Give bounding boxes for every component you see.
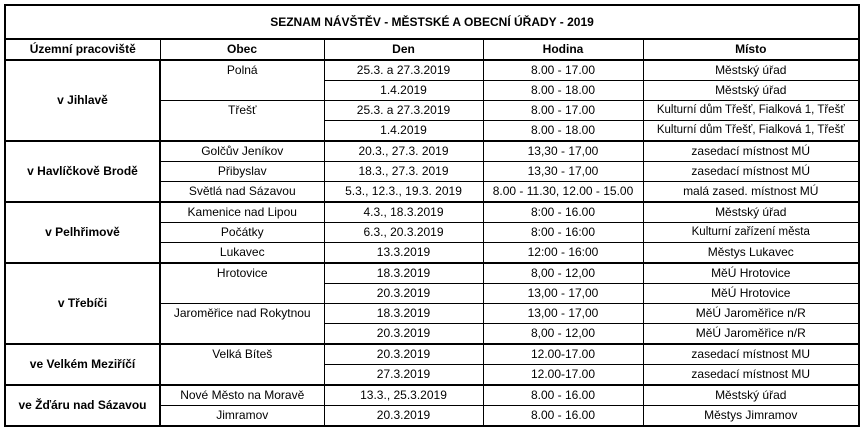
cell-misto: MěÚ Jaroměřice n/R bbox=[643, 304, 859, 324]
cell-hodina: 12.00-17.00 bbox=[483, 365, 643, 386]
cell-obec: Světlá nad Sázavou bbox=[160, 182, 324, 203]
cell-den: 5.3., 12.3., 19.3. 2019 bbox=[324, 182, 483, 203]
table-title: SEZNAM NÁVŠTĚV - MĚSTSKÉ A OBECNÍ ÚŘADY - 2019 bbox=[5, 5, 859, 39]
cell-hodina: 12:00 - 16:00 bbox=[483, 243, 643, 264]
header-obec: Obec bbox=[160, 39, 324, 60]
cell-misto: MěÚ Hrotovice bbox=[643, 284, 859, 304]
cell-obec: Velká Bíteš bbox=[160, 344, 324, 385]
cell-den: 20.3.2019 bbox=[324, 406, 483, 427]
cell-den: 13.3., 25.3.2019 bbox=[324, 385, 483, 406]
region-trebic: v Třebíči bbox=[5, 263, 160, 344]
cell-hodina: 8.00 - 17.00 bbox=[483, 60, 643, 81]
header-hodina: Hodina bbox=[483, 39, 643, 60]
cell-den: 13.3.2019 bbox=[324, 243, 483, 264]
cell-den: 18.3.2019 bbox=[324, 263, 483, 284]
cell-hodina: 8.00 - 18.00 bbox=[483, 81, 643, 101]
cell-misto: MěÚ Hrotovice bbox=[643, 263, 859, 284]
cell-den: 4.3., 18.3.2019 bbox=[324, 202, 483, 223]
cell-misto: zasedací místnost MU bbox=[643, 344, 859, 365]
cell-hodina: 8.00 - 17.00 bbox=[483, 101, 643, 121]
cell-den: 1.4.2019 bbox=[324, 81, 483, 101]
region-zdar-nad-sazavou: ve Žďáru nad Sázavou bbox=[5, 385, 160, 426]
cell-hodina: 8.00 - 18.00 bbox=[483, 121, 643, 142]
region-havlickuv-brod: v Havlíčkově Brodě bbox=[5, 141, 160, 202]
cell-obec: Lukavec bbox=[160, 243, 324, 264]
cell-obec: Třešť bbox=[160, 101, 324, 142]
cell-hodina: 8.00 - 16.00 bbox=[483, 406, 643, 427]
table-row bbox=[5, 385, 859, 406]
cell-misto: zasedací místnost MÚ bbox=[643, 162, 859, 182]
cell-misto: Kulturní dům Třešť, Fialková 1, Třešť bbox=[643, 121, 859, 142]
cell-misto: Městský úřad bbox=[643, 202, 859, 223]
cell-hodina: 8,00 - 12,00 bbox=[483, 324, 643, 345]
cell-hodina: 8.00 - 11.30, 12.00 - 15.00 bbox=[483, 182, 643, 203]
cell-obec: Jimramov bbox=[160, 406, 324, 427]
cell-obec: Polná bbox=[160, 60, 324, 101]
table-row bbox=[5, 263, 859, 284]
cell-den: 20.3., 27.3. 2019 bbox=[324, 141, 483, 162]
table-row bbox=[5, 202, 859, 223]
cell-obec: Počátky bbox=[160, 223, 324, 243]
cell-obec: Golčův Jeníkov bbox=[160, 141, 324, 162]
region-pelhrimov: v Pelhřimově bbox=[5, 202, 160, 263]
cell-hodina: 8:00 - 16.00 bbox=[483, 202, 643, 223]
table-row bbox=[5, 141, 859, 162]
cell-den: 6.3., 20.3.2019 bbox=[324, 223, 483, 243]
cell-den: 20.3.2019 bbox=[324, 344, 483, 365]
cell-misto: Kulturní zařízení města bbox=[643, 223, 859, 243]
cell-den: 25.3. a 27.3.2019 bbox=[324, 101, 483, 121]
cell-hodina: 8:00 - 16:00 bbox=[483, 223, 643, 243]
cell-den: 27.3.2019 bbox=[324, 365, 483, 386]
cell-obec: Jaroměřice nad Rokytnou bbox=[160, 304, 324, 345]
cell-hodina: 8.00 - 16.00 bbox=[483, 385, 643, 406]
cell-obec: Hrotovice bbox=[160, 263, 324, 304]
cell-hodina: 13,00 - 17,00 bbox=[483, 284, 643, 304]
header-den: Den bbox=[324, 39, 483, 60]
cell-misto: malá zased. místnost MÚ bbox=[643, 182, 859, 203]
cell-den: 18.3., 27.3. 2019 bbox=[324, 162, 483, 182]
cell-den: 18.3.2019 bbox=[324, 304, 483, 324]
title-row bbox=[5, 5, 859, 39]
cell-hodina: 8,00 - 12,00 bbox=[483, 263, 643, 284]
cell-den: 1.4.2019 bbox=[324, 121, 483, 142]
table-row bbox=[5, 60, 859, 81]
cell-misto: zasedací místnost MU bbox=[643, 365, 859, 386]
cell-misto: zasedací místnost MÚ bbox=[643, 141, 859, 162]
header-uzemni-pracoviste: Územní pracoviště bbox=[5, 39, 160, 60]
cell-obec: Kamenice nad Lipou bbox=[160, 202, 324, 223]
visits-table bbox=[4, 4, 860, 427]
cell-hodina: 13,00 - 17,00 bbox=[483, 304, 643, 324]
cell-misto: Městys Jimramov bbox=[643, 406, 859, 427]
cell-obec: Nové Město na Moravě bbox=[160, 385, 324, 406]
cell-obec: Přibyslav bbox=[160, 162, 324, 182]
cell-misto: Městský úřad bbox=[643, 385, 859, 406]
cell-den: 20.3.2019 bbox=[324, 324, 483, 345]
cell-den: 25.3. a 27.3.2019 bbox=[324, 60, 483, 81]
region-jihlava: v Jihlavě bbox=[5, 60, 160, 141]
cell-hodina: 13,30 - 17,00 bbox=[483, 141, 643, 162]
cell-hodina: 12.00-17.00 bbox=[483, 344, 643, 365]
header-row bbox=[5, 39, 859, 60]
header-misto: Místo bbox=[643, 39, 859, 60]
cell-misto: Městský úřad bbox=[643, 81, 859, 101]
cell-misto: Městský úřad bbox=[643, 60, 859, 81]
region-velke-mezirici: ve Velkém Meziříčí bbox=[5, 344, 160, 385]
cell-misto: Městys Lukavec bbox=[643, 243, 859, 264]
cell-misto: Kulturní dům Třešť, Fialková 1, Třešť bbox=[643, 101, 859, 121]
cell-hodina: 13,30 - 17,00 bbox=[483, 162, 643, 182]
table-row bbox=[5, 344, 859, 365]
cell-misto: MěÚ Jaroměřice n/R bbox=[643, 324, 859, 345]
cell-den: 20.3.2019 bbox=[324, 284, 483, 304]
